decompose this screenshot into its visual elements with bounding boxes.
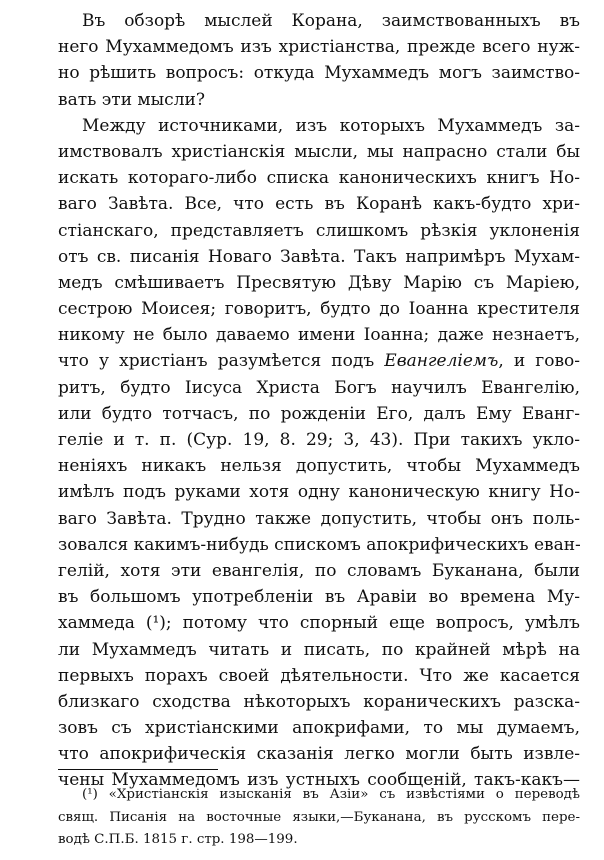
text-line: геліе и т. п. (Сур. 19, 8. 29; 3, 43). При такихъ укло- (58, 430, 580, 450)
text-line: ритъ, будто Іисуса Христа Богъ научилъ Евангелію, (58, 377, 580, 398)
text-line: ваго Завѣта. Все, что есть въ Коранѣ какъ-будто хри- (58, 194, 580, 215)
text-line: стіанскаго, представляетъ слишкомъ рѣзкія уклоненія (58, 220, 580, 241)
text-line: Въ обзорѣ мыслей Корана, заимствованныхъ въ (82, 11, 580, 31)
emphasis: Евангеліемъ (384, 351, 499, 372)
text-line: первыхъ порахъ своей дѣятельности. Что же касается (58, 665, 580, 686)
text-line: ваго Завѣта. Трудно также допустить, чтобы онъ поль- (58, 508, 580, 529)
text-line: сестрою Моисея; говоритъ, будто до Іоанна крестителя (58, 299, 580, 320)
text-line: чены Мухаммедомъ изъ устныхъ сообщеній, такъ-какъ— (58, 770, 580, 791)
text-line: него Мухаммедомъ изъ христіанства, прежде всего нуж- (58, 37, 580, 58)
text-line: отъ св. писанія Новаго Завѣта. Такъ напримѣръ Мухам- (58, 246, 580, 267)
text-line: вать эти мысли? (58, 89, 205, 110)
text-line: медъ смѣшиваетъ Пресвятую Дѣву Марію съ Маріею, (58, 272, 580, 293)
text-line: Между источниками, изъ которыхъ Мухаммедъ за- (82, 115, 580, 136)
text-line: но рѣшить вопросъ: откуда Мухаммедъ могъ заимство- (58, 63, 580, 84)
text-line: зовался какимъ-нибудь спискомъ апокрифическихъ еван- (58, 534, 581, 555)
text-line: близкаго сходства нѣкоторыхъ кораническихъ разска- (58, 691, 580, 712)
text-line: неніяхъ никакъ нельзя допустить, чтобы Мухаммедъ (58, 456, 580, 477)
text-line: ли Мухаммедъ читать и писать, по крайней мѣрѣ на (58, 639, 580, 660)
main-text (58, 8, 580, 794)
text-line: имѣлъ подъ руками хотя одну каноническую книгу Но- (58, 482, 580, 503)
footnote-separator (58, 769, 218, 770)
text-line: имствовалъ христіанскія мысли, мы напрасно стали бы (58, 141, 580, 162)
text-line: въ большомъ употребленіи въ Аравіи во времена Му- (58, 587, 580, 608)
text-line: хаммеда (¹); потому что спорный еще вопросъ, умѣлъ (58, 613, 580, 634)
footnote-line: водѣ С.П.Б. 1815 г. стр. 198—199. (58, 832, 298, 847)
text-line: что апокрифическія сказанія легко могли быть извле- (58, 744, 580, 765)
text-line: зовъ съ христіанскими апокрифами, то мы думаемъ, (58, 718, 580, 739)
text-line: искать котораго-либо списка каноническихъ книгъ Но- (58, 168, 580, 189)
text-line: никому не было даваемо имени Іоанна; даже незнаетъ, (58, 325, 580, 346)
footnote-line: свящ. Писанія на восточные языки,—Буканана, въ русскомъ пере- (58, 809, 580, 825)
text-line: гелій, хотя эти евангелія, по словамъ Буканана, были (58, 560, 580, 581)
footnote-line: (¹) «Христіанскія изысканія въ Азіи» съ извѣстіями о переводѣ (82, 787, 580, 802)
text-line: или будто тотчасъ, по рожденіи Его, далъ Ему Еванг- (58, 403, 580, 424)
footnote (58, 784, 580, 852)
text-line: что у христіанъ разумѣется подъ Евангеліемъ, и гово- (58, 351, 581, 372)
